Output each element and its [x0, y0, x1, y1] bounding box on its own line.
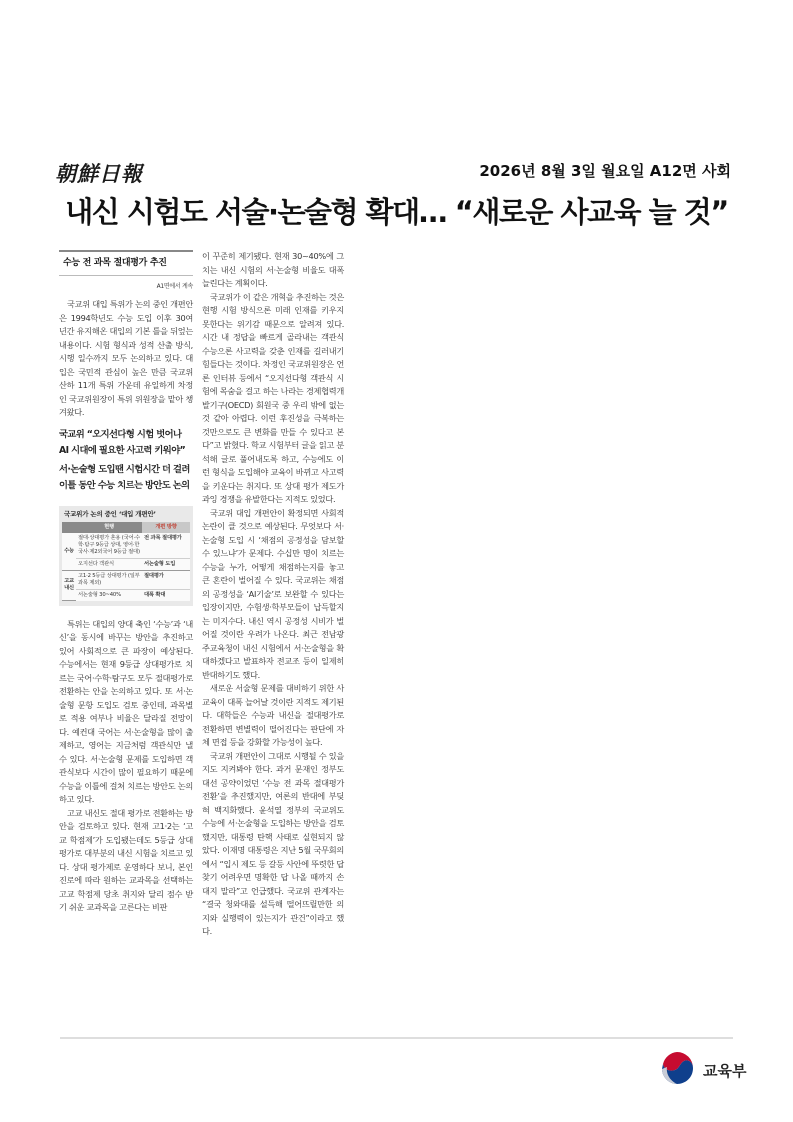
table-group-label: 수능	[62, 533, 76, 571]
article-paragraph: 이 꾸준히 제기됐다. 현재 30~40%에 그치는 내신 시험의 서·논술형 비율도 대폭 늘린다는 계획이다.	[202, 251, 344, 288]
ministry-name: 교육부	[703, 1062, 747, 1080]
article-subhead: 수능 전 과목 절대평가 추진	[59, 250, 193, 276]
table-cell-current: 오지선다 객관식	[76, 559, 142, 571]
article-paragraph: 특위는 대입의 양대 축인 ‘수능’과 ‘내신’을 동시에 바꾸는 방안을 추진하고 있어 사회적으로 큰 파장이 예상된다. 수능에서는 현재 9등급 상대평가로 치르는 국어·수학·탐구도 모두 절대평가로 전환하는 안을 논의하고 있다. 또 서·논술형 문항 도입도 검토 중인데, 과목별로 적용 여부나 비율은 달라질 전망이다. 예컨대 국어는 서·논술형을 많이 출제하고, 영어는 지금처럼 객관식만 낼 수 있다. 서·논술형 문제를 도입하면 객관식보다 시간이 많이 필요하기 때문에 수능을 이틀에 걸쳐 치르는 방안도 논의하고 있다.	[59, 618, 193, 804]
table-group-label: 고교 내신	[62, 571, 76, 601]
table-grid	[62, 522, 190, 601]
pull-quote-1: 국교위 “오지선다형 시험 벗어나 AI 시대에 필요한 사고력 키워야”	[59, 428, 186, 456]
reform-plan-table	[59, 506, 193, 606]
article-paragraph: 국교위 대입 개편안이 확정되면 사회적 논란이 클 것으로 예상된다. 무엇보다 서·논술형 도입 시 ‘채점의 공정성을 담보할 수 있느냐’가 문제다. 수십만 명이 치르는 수능을 누가, 어떻게 채점하는지를 놓고 큰 혼란이 벌어질 수 있다. 국교위는 채점의 공정성을 ‘AI기술’로 보완할 수 있다는 입장이지만, 수험생·학부모들이 납득할지는 미지수다. 내신 역시 공정성 시비가 벌어질 것이란 우려가 나온다. 최근 전남광주교육청이 내신 시험에서 서·논술형을 확대하겠다고 발표하자 전교조 등이 일제히 반대하기도 했다.	[202, 507, 344, 680]
table-header-current: 현행	[76, 522, 142, 533]
article-paragraph: 국교위 개편안이 그대로 시행될 수 있을지도 지켜봐야 한다. 과거 문재인 정부도 대선 공약이었던 ‘수능 전 과목 절대평가 전환’을 추진했지만, 여론의 반대에 부딪혀 백지화했다. 윤석열 정부의 국교위도 수능에 서·논술형을 도입하는 방안을 검토했지만, 대통령 탄핵 사태로 실현되지 않았다. 이재명 대통령은 지난 5월 국무회의에서 “입시 제도 등 갈등 사안에 뚜렷한 답 찾기 어려우면 명확한 답 나올 때까지 손대지 말라”고 언급했다. 국교위 관계자는 “결국 청와대를 설득해 떨어뜨릴만한 의지와 실행력이 있는지가 관건”이라고 했다.	[202, 750, 344, 936]
footer-divider	[60, 1037, 733, 1039]
table-cell-reform: 대폭 확대	[144, 591, 166, 598]
taegeuk-emblem-icon	[659, 1050, 695, 1088]
article-column-2	[202, 250, 344, 939]
table-cell-reform: 전 과목 절대평가	[142, 533, 190, 559]
table-cell-current: 절대·상대평가 혼용 (국어·수학·탐구 9등급 상대, 영어·한국사·제2외국어 9등급 절대)	[76, 533, 142, 559]
table-title: 국교위가 논의 중인 ‘대입 개편안’	[64, 509, 156, 518]
dateline: 2026년 8월 3일 월요일 A12면 사회	[479, 162, 731, 180]
table-cell-reform: 서논술형 도입	[142, 559, 190, 571]
article-column-1	[59, 250, 193, 915]
ministry-logo	[659, 1050, 747, 1092]
pull-quote-2: 서·논술형 도입땐 시험시간 더 걸려 이틀 동안 수능 치르는 방안도 논의	[59, 463, 190, 491]
table-cell-current: 서논술형 30~40%	[78, 591, 121, 598]
article-paragraph: 새로운 서술형 문제를 대비하기 위한 사교육이 대폭 늘어날 것이란 지적도 제기된다. 대학들은 수능과 내신을 절대평가로 전환하면 변별력이 떨어진다는 판단에 자체 면접 등을 강화할 가능성이 높다.	[202, 683, 344, 747]
article-paragraph: 국교위 대입 특위가 논의 중인 개편안은 1994학년도 수능 도입 이후 30여 년간 유지해온 대입의 기본 틀을 뒤엎는 내용이다. 시험 형식과 성적 산출 방식, 시행 일수까지 모두 논의하고 있다. 대입은 국민적 관심이 높은 만큼 국교위 산하 11개 특위 가운데 유일하게 차정인 국교위원장이 특위 위원장을 맡아 챙겨왔다.	[59, 299, 193, 417]
continued-from-note: A1면에서 계속	[156, 282, 193, 290]
table-header-reform: 개편 방향	[142, 522, 190, 533]
article-paragraph: 고교 내신도 절대 평가로 전환하는 방안을 검토하고 있다. 현재 고1·2는 ‘고교 학점제’가 도입됐는데도 5등급 상대평가로 대부분의 내신 시험을 치르고 있다. 상대 평가제로 운영하다 보니, 본인 진로에 따라 원하는 교과목을 선택하는 고교 학점제 당초 취지와 달리 점수 받기 쉬운 교과목을 고른다는 비판	[59, 807, 193, 912]
article-headline: 내신 시험도 서술·논술형 확대… “새로운 사교육 늘 것”	[65, 195, 728, 229]
table-header-blank	[62, 522, 76, 533]
table-cell-current: 고1·2 5등급 상대평가 (일부 과목 제외)	[76, 571, 142, 590]
article-paragraph: 국교위가 이 같은 개혁을 추진하는 것은 현행 시험 방식으론 미래 인재를 키우지 못한다는 위기감 때문으로 알려져 있다. 시간 내 정답을 빠르게 골라내는 객관식 수능으론 사고력을 갖춘 인재를 길러내기 힘들다는 것이다. 차정인 국교위원장은 언론 인터뷰 등에서 “오지선다형 객관식 시험에 목숨을 걸고 하는 나라는 경제협력개발기구(OECD) 회원국 중 우리 밖에 없는 것 같아 아렵다. 이런 후진성을 극복하는 것만으로도 큰 변화를 만들 수 있다고 본다”고 밝혔다. 학교 시험부터 글을 읽고 분석해 글로 풀어내도록 하고, 수능에도 이런 형식을 도입해야 교육이 바뀌고 사고력을 키운다는 취지다. 또 상대 평가 제도가 과잉 경쟁을 유발한다는 지적도 있었다.	[202, 291, 344, 504]
table-cell-reform: 절대평가	[142, 571, 190, 590]
newspaper-masthead: 朝鮮日報	[55, 161, 143, 186]
